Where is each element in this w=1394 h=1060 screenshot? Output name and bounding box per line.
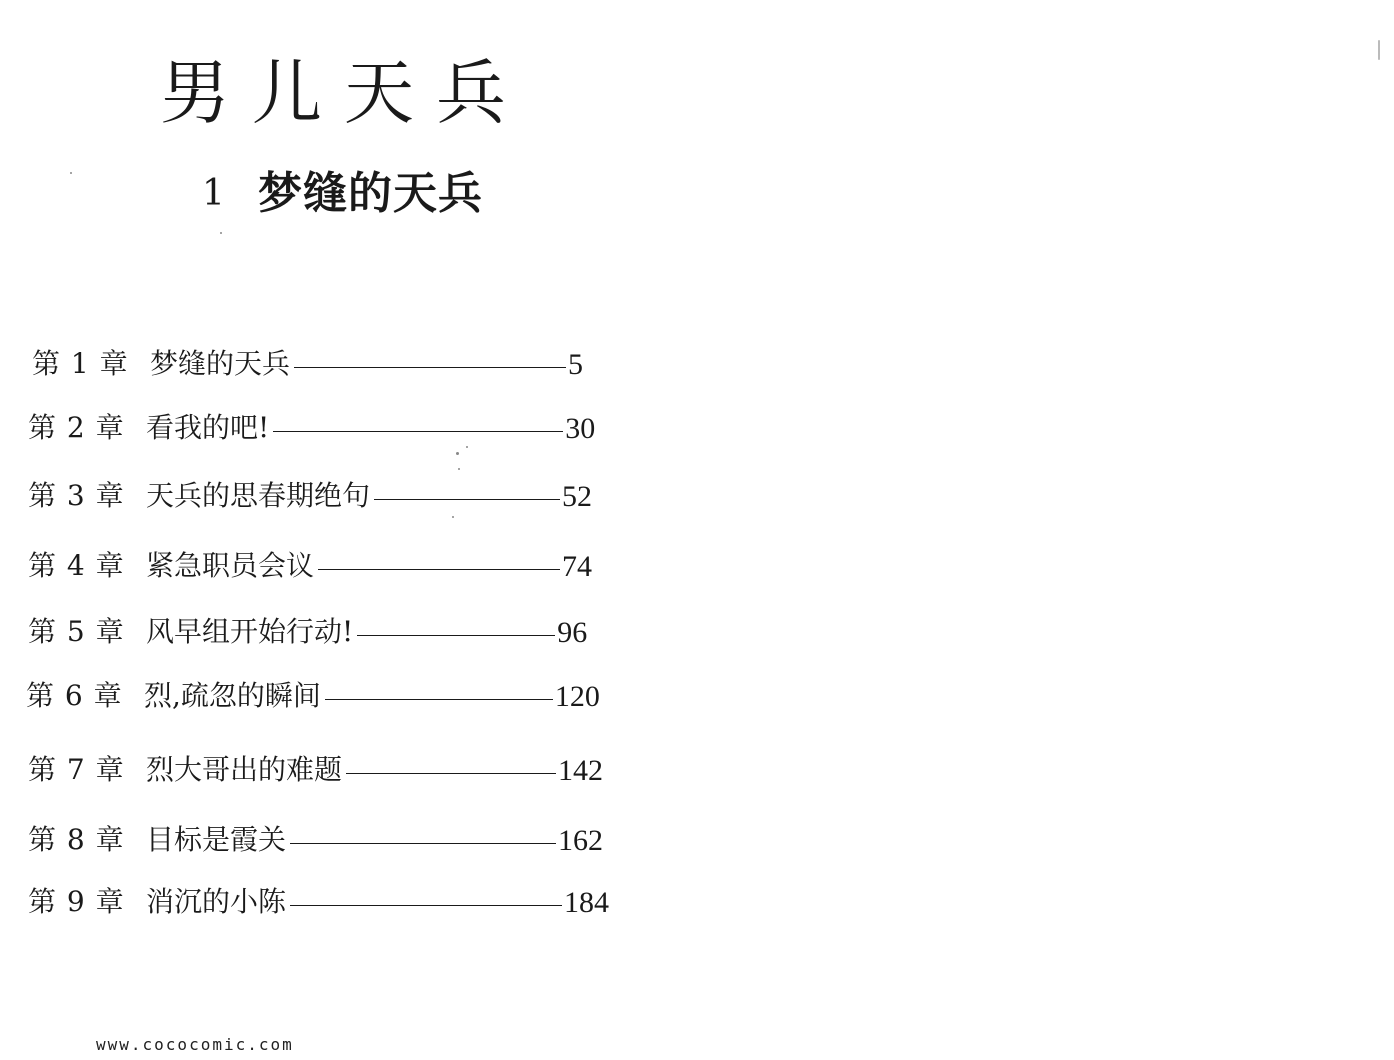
chapter-label: 第 5 章 [28,615,125,648]
toc-entry-5 [28,610,587,650]
chapter-page-number: 5 [568,348,584,381]
toc-entry-7 [28,748,603,788]
chapter-page-number: 120 [554,680,600,713]
dot-leader [357,635,555,636]
scan-speck [456,452,459,455]
chapter-label: 第 6 章 [26,679,123,712]
scan-speck [70,172,72,174]
chapter-page-number: 74 [562,550,593,583]
toc-entry-1 [32,342,583,382]
chapter-label: 第 9 章 [28,885,125,918]
chapter-title: 紧急职员会议 [146,549,315,582]
volume-number: 1 [202,173,225,214]
chapter-title: 消沉的小陈 [146,885,287,918]
chapter-label: 第 1 章 [32,347,129,380]
footer-watermark-url: www.cococomic.com [96,1035,294,1054]
dot-leader [290,905,562,906]
chapter-label: 第 3 章 [28,479,125,512]
chapter-title: 梦缝的天兵 [150,347,291,380]
scan-speck [458,468,460,470]
scan-speck [220,232,222,234]
toc-entry-2 [28,406,595,446]
chapter-page-number: 96 [557,616,588,649]
dot-leader [325,699,553,700]
book-title: 男儿天兵 [160,52,528,134]
volume-heading [202,168,483,219]
chapter-page-number: 30 [565,412,596,445]
toc-entry-3 [28,474,592,514]
chapter-title: 目标是霞关 [146,823,287,856]
dot-leader [290,843,556,844]
chapter-title: 烈大哥出的难题 [146,753,343,786]
volume-title: 梦缝的天兵 [258,168,483,219]
toc-entry-9 [28,880,609,920]
chapter-title: 风早组开始行动! [146,615,354,648]
chapter-label: 第 2 章 [28,411,125,444]
toc-entry-4 [28,544,592,584]
chapter-page-number: 52 [562,480,593,513]
dot-leader [273,431,563,432]
chapter-page-number: 162 [558,824,604,857]
chapter-page-number: 184 [564,886,610,919]
dot-leader [374,499,560,500]
chapter-label: 第 4 章 [28,549,125,582]
scan-speck [466,446,468,448]
dot-leader [346,773,556,774]
scan-speck [1378,40,1380,60]
chapter-label: 第 7 章 [28,753,125,786]
dot-leader [318,569,560,570]
chapter-title: 烈,疏忽的瞬间 [144,679,321,712]
chapter-page-number: 142 [558,754,604,787]
chapter-title: 天兵的思春期绝句 [146,479,371,512]
toc-entry-6 [26,674,600,714]
chapter-title: 看我的吧! [146,411,270,444]
toc-entry-8 [28,818,603,858]
scan-speck [452,516,454,518]
chapter-label: 第 8 章 [28,823,125,856]
dot-leader [294,367,566,368]
